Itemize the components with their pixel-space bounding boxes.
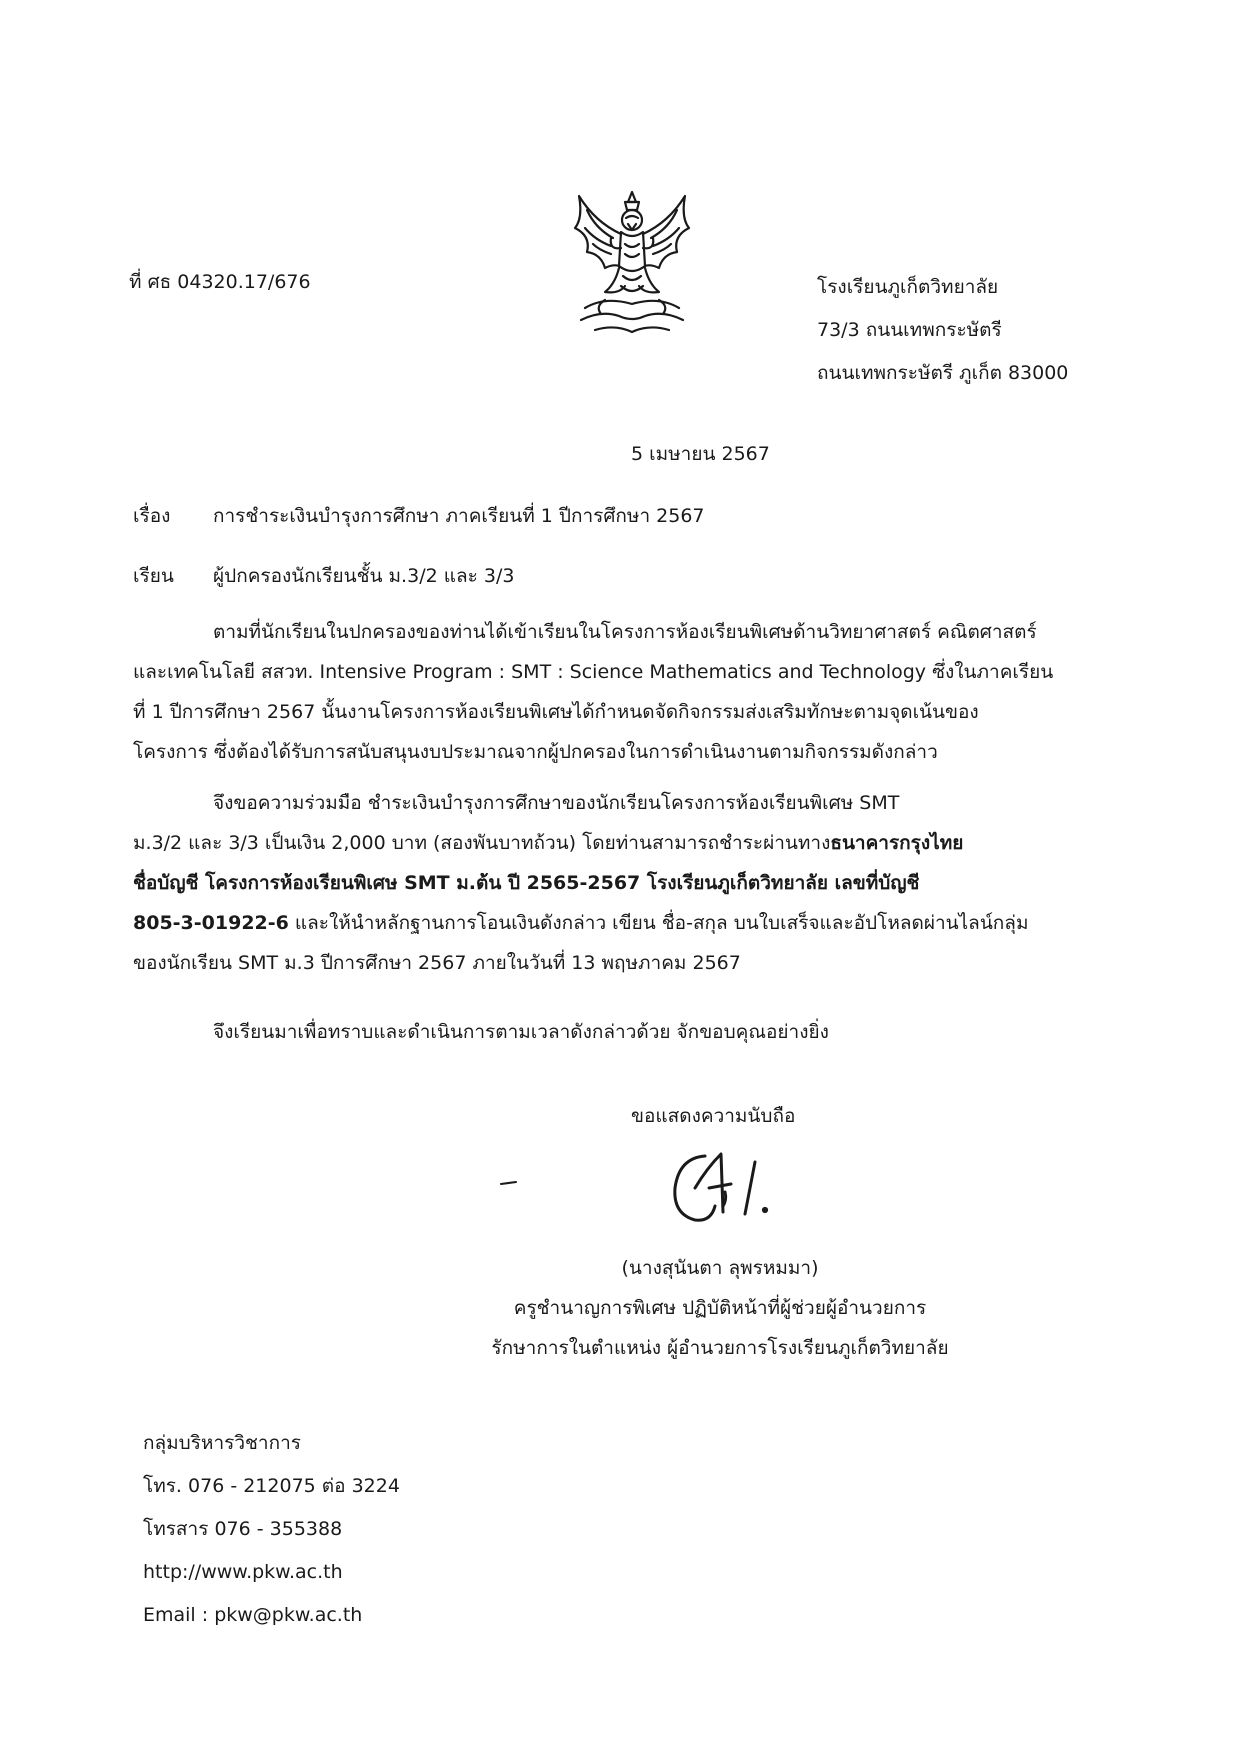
department: กลุ่มบริหารวิชาการ	[143, 1432, 301, 1454]
signer-title-1: ครูชำนาญการพิเศษ ปฏิบัติหน้าที่ผู้ช่วยผู้อำนวยการ	[513, 1297, 927, 1319]
para1-line-3: ที่ 1 ปีการศึกษา 2567 นั้นงานโครงการห้องเรียนพิเศษได้กำหนดจัดกิจกรรมส่งเสริมทักษะตามจุดเน้นของ	[133, 701, 979, 723]
letter-date: 5 เมษายน 2567	[631, 443, 770, 465]
contact-info	[143, 1422, 400, 1637]
paragraph-1	[133, 612, 1088, 772]
email: Email : pkw@pkw.ac.th	[143, 1604, 363, 1626]
to-text: ผู้ปกครองนักเรียนชั้น ม.3/2 และ 3/3	[213, 565, 515, 587]
para1-line-2: และเทคโนโลยี สสวท. Intensive Program : SMT : Science Mathematics and Technology ซึ่งในภาคเรียน	[133, 661, 1054, 683]
para2-line-4	[133, 903, 1088, 943]
signer-block	[440, 1248, 1000, 1368]
para2-line-2	[133, 823, 1088, 863]
ink-mark	[500, 1180, 520, 1186]
subject-text: การชำระเงินบำรุงการศึกษา ภาคเรียนที่ 1 ปีการศึกษา 2567	[213, 505, 705, 527]
handwritten-signature	[665, 1148, 780, 1230]
para1-line-4: โครงการ ซึ่งต้องได้รับการสนับสนุนงบประมาณจากผู้ปกครองในการดำเนินงานตามกิจกรรมดังกล่าว	[133, 741, 938, 763]
para2-line-2-text: ม.3/2 และ 3/3 เป็นเงิน 2,000 บาท (สองพันบาทถ้วน) โดยท่านสามารถชำระผ่านทาง	[133, 832, 831, 854]
para2-line-3	[133, 863, 1088, 903]
school-name: โรงเรียนภูเก็ตวิทยาลัย	[817, 276, 999, 298]
regards: ขอแสดงความนับถือ	[631, 1105, 796, 1127]
paragraph-2	[133, 783, 1088, 983]
para2-line-4-text: และให้นำหลักฐานการโอนเงินดังกล่าว เขียน ชื่อ-สกุล บนใบเสร็จและอัปโหลดผ่านไลน์กลุ่ม	[288, 912, 1029, 934]
garuda-emblem-icon	[565, 188, 699, 340]
to-label: เรียน	[133, 565, 174, 587]
reference-number: ที่ ศธ 04320.17/676	[129, 271, 311, 293]
signer-name: (นางสุนันตา ลุพรหมมา)	[621, 1257, 819, 1279]
address-line-2: ถนนเทพกระษัตรี ภูเก็ต 83000	[817, 362, 1069, 384]
account-name: ชื่อบัญชี โครงการห้องเรียนพิเศษ SMT ม.ต้น ปี 2565-2567 โรงเรียนภูเก็ตวิทยาลัย เลขที่บัญชี	[133, 872, 920, 894]
closing-paragraph: จึงเรียนมาเพื่อทราบและดำเนินการตามเวลาดังกล่าวด้วย จักขอบคุณอย่างยิ่ง	[213, 1021, 829, 1043]
subject-label: เรื่อง	[133, 505, 171, 527]
website: http://www.pkw.ac.th	[143, 1561, 343, 1583]
address-line-1: 73/3 ถนนเทพกระษัตรี	[817, 319, 1002, 341]
bank-name: ธนาคารกรุงไทย	[830, 832, 964, 854]
para2-line-1: จึงขอความร่วมมือ ชำระเงินบำรุงการศึกษาของนักเรียนโครงการห้องเรียนพิเศษ SMT	[213, 792, 900, 814]
phone: โทร. 076 - 212075 ต่อ 3224	[143, 1475, 400, 1497]
para1-line-1: ตามที่นักเรียนในปกครองของท่านได้เข้าเรียนในโครงการห้องเรียนพิเศษด้านวิทยาศาสตร์ คณิตศาสตร์	[213, 621, 1037, 643]
school-address	[817, 266, 1068, 395]
para2-line-5: ของนักเรียน SMT ม.3 ปีการศึกษา 2567 ภายในวันที่ 13 พฤษภาคม 2567	[133, 952, 741, 974]
account-number: 805-3-01922-6	[133, 912, 289, 934]
fax: โทรสาร 076 - 355388	[143, 1518, 343, 1540]
signer-title-2: รักษาการในตำแหน่ง ผู้อำนวยการโรงเรียนภูเก็ตวิทยาลัย	[491, 1337, 949, 1359]
